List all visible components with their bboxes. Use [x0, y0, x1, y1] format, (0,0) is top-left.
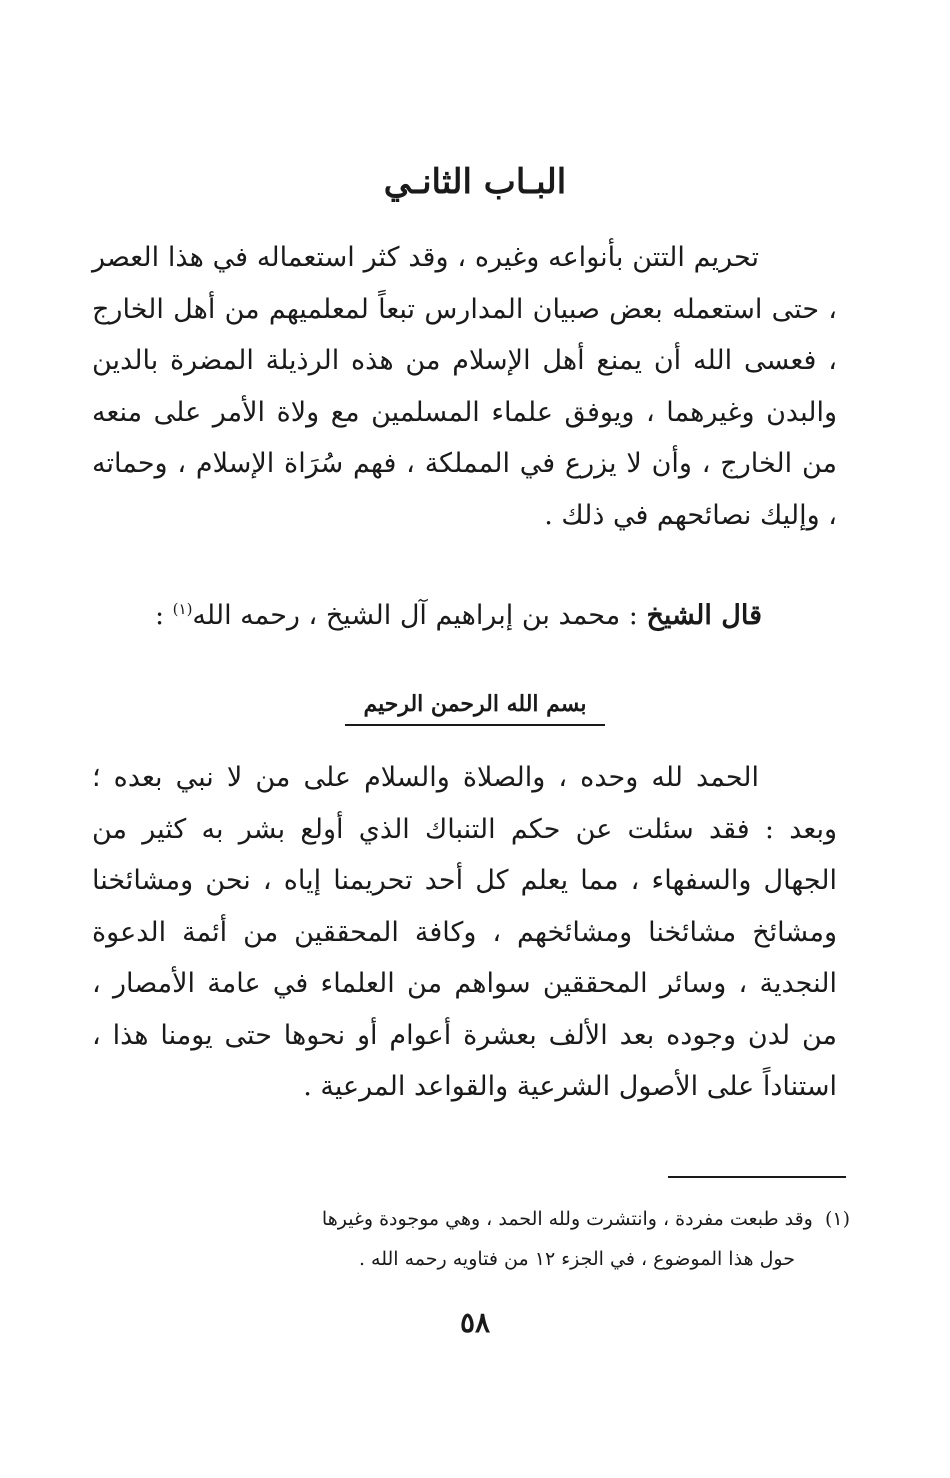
footnote	[92, 1199, 850, 1279]
speaker-line	[92, 590, 762, 642]
page-number: ٥٨	[459, 1306, 491, 1339]
footnote-line-2: حول هذا الموضوع ، في الجزء ١٢ من فتاويه رحمه الله .	[358, 1248, 795, 1270]
basmala-text: بسم الله الرحمن الرحيم	[345, 686, 604, 726]
footnote-marker: (١)	[824, 1208, 850, 1230]
letter-paragraph: الحمد لله وحده ، والصلاة والسلام على من لا نبي بعده ؛ وبعد : فقد سئلت عن حكم التنباك الذي أولع بشر به كثير من الجهال والسفهاء ، مما يعلم كل أحد تحريمنا إياه ، نحن ومشائخنا ومشائخ مشائخنا ومشائخهم ، وكافة المحققين من أئمة الدعوة النجدية ، وسائر المحققين سواهم من العلماء في عامة الأمصار ، من لدن وجوده بعد الألف بعشرة أعوام أو نحوها حتى يومنا هذا ، استناداً على الأصول الشرعية والقواعد المرعية .	[92, 762, 837, 1102]
footnote-text-1: وقد طبعت مفردة ، وانتشرت ولله الحمد ، وهي موجودة وغيرها	[321, 1208, 813, 1230]
footnote-line-1	[92, 1199, 850, 1239]
speaker-suffix: :	[154, 600, 173, 631]
speaker-text: : محمد بن إبراهيم آل الشيخ ، رحمه الله	[192, 600, 647, 631]
intro-paragraph: تحريم التتن بأنواعه وغيره ، وقد كثر استعماله في هذا العصر ، حتى استعمله بعض صبيان المدارس تبعاً لمعلميهم من أهل الخارج ، فعسى الله أن يمنع أهل الإسلام من هذه الرذيلة المضرة بالدين والبدن وغيرهما ، ويوفق علماء المسلمين مع ولاة الأمر على منعه من الخارج ، وأن لا يزرع في المملكة ، فهم سُرَاة الإسلام ، وحماته ، وإليك نصائحهم في ذلك .	[92, 242, 837, 531]
footnote-reference: (١)	[172, 600, 193, 618]
speaker-label: قال الشيخ	[646, 600, 762, 631]
chapter-title: البـاب الثانـي	[383, 162, 567, 202]
basmala-heading	[0, 686, 950, 726]
footnote-separator	[668, 1176, 846, 1178]
